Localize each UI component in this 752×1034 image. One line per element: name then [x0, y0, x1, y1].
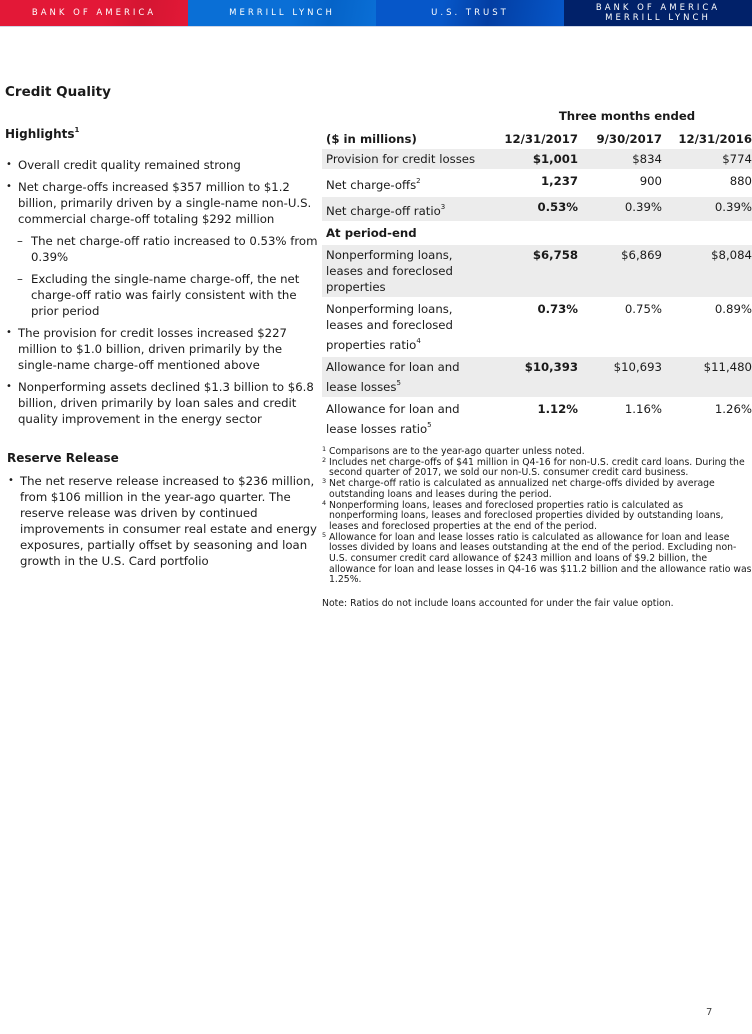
footnote-number: 3: [322, 477, 327, 486]
row-label-text: Net charge-offs: [326, 178, 417, 192]
table-section-row: [322, 222, 752, 244]
brand-us-trust: [376, 0, 564, 26]
footnote-text: Net charge-off ratio is calculated as annualized net charge-offs divided by average outstanding loans and leases during the period.: [329, 478, 715, 500]
bullet-text: Net charge-offs increased $357 million to $1.2 billion, primarily driven by a single-name non-U.S. commercial charge-off totaling $292 million: [18, 180, 312, 226]
bullet-icon: •: [6, 181, 12, 192]
bullet-icon: •: [6, 327, 12, 338]
cell-value: 0.53%: [492, 196, 578, 222]
cell-value: 1.12%: [492, 398, 578, 439]
footnote-text: Includes net charge-offs of $41 million in Q4-16 for non-U.S. credit card loans. During the second quarter of 2017, we sold our non-U.S. consumer credit card business.: [329, 456, 745, 479]
sub-bullet-text: The net charge-off ratio increased to 0.53% from 0.39%: [31, 234, 318, 264]
cell-value: $1,001: [492, 149, 578, 170]
bullet-icon: •: [6, 381, 12, 392]
footnote-ref: 4: [416, 337, 421, 345]
table-row: [322, 356, 752, 398]
sub-bullet-item: [5, 271, 320, 319]
cell-value: 0.89%: [662, 298, 752, 356]
sub-bullet-item: [5, 233, 320, 265]
bullet-icon: •: [8, 475, 14, 486]
section-label: At period-end: [322, 222, 752, 244]
footnotes: [322, 447, 752, 586]
footnote-text: Nonperforming loans, leases and foreclosed properties ratio is calculated as nonperforming loans, leases and foreclosed properties divided by outstanding loans, leases and foreclosed properties at the end of the period.: [329, 499, 724, 532]
footnote-ref: 1: [74, 126, 80, 134]
row-label: [322, 149, 492, 170]
bullet-item: [5, 379, 320, 427]
footnote-number: 2: [322, 455, 327, 464]
cell-value: 0.39%: [578, 196, 662, 222]
footnote: [322, 530, 752, 587]
row-label-text: Net charge-off ratio: [326, 204, 441, 218]
column-header: 9/30/2017: [596, 132, 662, 146]
reserve-release-list: [7, 473, 320, 569]
cell-value: $10,393: [492, 356, 578, 398]
bullet-text: The provision for credit losses increased $227 million to $1.0 billion, driven primarily by the single-name charge-off mentioned above: [18, 326, 287, 372]
bullet-text: Nonperforming assets declined $1.3 billion to $6.8 billion, driven primarily by loan sales and credit quality improvement in the energy sector: [18, 380, 314, 426]
cell-value: $6,758: [492, 244, 578, 298]
highlights-heading-text: Highlights: [5, 127, 75, 141]
bullet-item: [7, 473, 320, 569]
cell-value: 880: [662, 170, 752, 196]
sub-bullet-text: Excluding the single-name charge-off, the net charge-off ratio was fairly consistent with the prior period: [31, 272, 300, 318]
reserve-release-section: [7, 451, 320, 575]
row-label-text: Allowance for loan and lease losses ratio: [326, 402, 460, 436]
row-label: [322, 170, 492, 196]
bullet-icon: •: [6, 159, 12, 170]
row-label: [322, 298, 492, 356]
brand-label-line1: BANK OF AMERICA: [595, 3, 721, 13]
bullet-text: The net reserve release increased to $236 million, from $106 million in the year-ago quarter. The reserve release was driven by continued improvements in consumer real estate and energy exposures, partially offset by seasoning and loan growth in the U.S. Card portfolio: [20, 474, 317, 568]
column-header: 12/31/2017: [504, 132, 578, 146]
row-label: [322, 356, 492, 398]
row-label: [322, 398, 492, 439]
ratio-note: Note: Ratios do not include loans accounted for under the fair value option.: [322, 598, 674, 610]
cell-value: $834: [578, 149, 662, 170]
footnote-ref: 5: [396, 379, 401, 387]
row-label-text: Nonperforming loans, leases and foreclosed properties: [326, 248, 453, 294]
credit-quality-table: [322, 127, 752, 439]
page-number: 7: [706, 1007, 713, 1018]
table-header-row: [322, 127, 752, 149]
highlights-heading: [5, 126, 320, 141]
dash-icon: –: [17, 272, 23, 286]
row-label: [322, 196, 492, 222]
column-header: 12/31/2016: [678, 132, 752, 146]
highlights-list: [5, 157, 320, 427]
cell-value: 1.16%: [578, 398, 662, 439]
footnote: [322, 479, 752, 500]
highlights-section: [5, 126, 320, 433]
cell-value: $8,084: [662, 244, 752, 298]
reserve-release-heading: Reserve Release: [7, 451, 119, 465]
column-header: ($ in millions): [326, 132, 417, 146]
footnote: [322, 498, 752, 533]
footnote: [322, 455, 752, 479]
row-label-text: Nonperforming loans, leases and foreclosed properties ratio: [326, 302, 453, 352]
page-title: Credit Quality: [5, 84, 111, 100]
table-row: [322, 170, 752, 196]
brand-label: MERRILL LYNCH: [229, 8, 335, 18]
footnote-number: 4: [322, 498, 327, 507]
footnote-ref: 2: [416, 177, 421, 185]
cell-value: 0.75%: [578, 298, 662, 356]
header-divider: [0, 26, 752, 27]
cell-value: 900: [578, 170, 662, 196]
bullet-item: [5, 179, 320, 227]
brand-label-line2: MERRILL LYNCH: [605, 13, 711, 23]
table-row: [322, 244, 752, 298]
bullet-text: Overall credit quality remained strong: [18, 158, 241, 172]
footnote-ref: 5: [427, 421, 432, 429]
cell-value: $10,693: [578, 356, 662, 398]
brand-bank-of-america-merrill-lynch: [564, 0, 752, 26]
bullet-item: [5, 157, 320, 173]
bullet-item: [5, 325, 320, 373]
brand-merrill-lynch: [188, 0, 376, 26]
cell-value: 0.39%: [662, 196, 752, 222]
footnote-text: Comparisons are to the year-ago quarter unless noted.: [329, 446, 585, 457]
brand-label: U.S. TRUST: [431, 8, 509, 18]
dash-icon: –: [17, 234, 23, 248]
cell-value: $11,480: [662, 356, 752, 398]
footnote-number: 1: [322, 445, 327, 453]
table-super-header: Three months ended: [558, 109, 696, 123]
table-row: [322, 398, 752, 439]
row-label: [322, 244, 492, 298]
table-row: [322, 298, 752, 356]
brand-header-bar: [0, 0, 752, 26]
footnote-text: Allowance for loan and lease losses ratio is calculated as allowance for loan and lease losses divided by loans and leases outstanding at the end of the period. Excluding non-U.S. consumer credit card allowance of $243 million and loans of $9.2 billion, the allowance for loan and lease losses in Q4-16 was $11.2 billion and the allowance ratio was 1.25%.: [329, 531, 752, 586]
cell-value: 1.26%: [662, 398, 752, 439]
cell-value: 1,237: [492, 170, 578, 196]
table-row: [322, 196, 752, 222]
cell-value: $6,869: [578, 244, 662, 298]
table-row: [322, 149, 752, 170]
brand-bank-of-america: [0, 0, 188, 26]
credit-quality-table-section: [322, 109, 752, 609]
footnote-ref: 3: [440, 203, 446, 211]
cell-value: 0.73%: [492, 298, 578, 356]
row-label-text: Allowance for loan and lease losses: [326, 360, 460, 394]
brand-label: BANK OF AMERICA: [31, 8, 157, 18]
cell-value: $774: [662, 149, 752, 170]
row-label-text: Provision for credit losses: [326, 152, 476, 166]
footnote-number: 5: [322, 530, 327, 539]
